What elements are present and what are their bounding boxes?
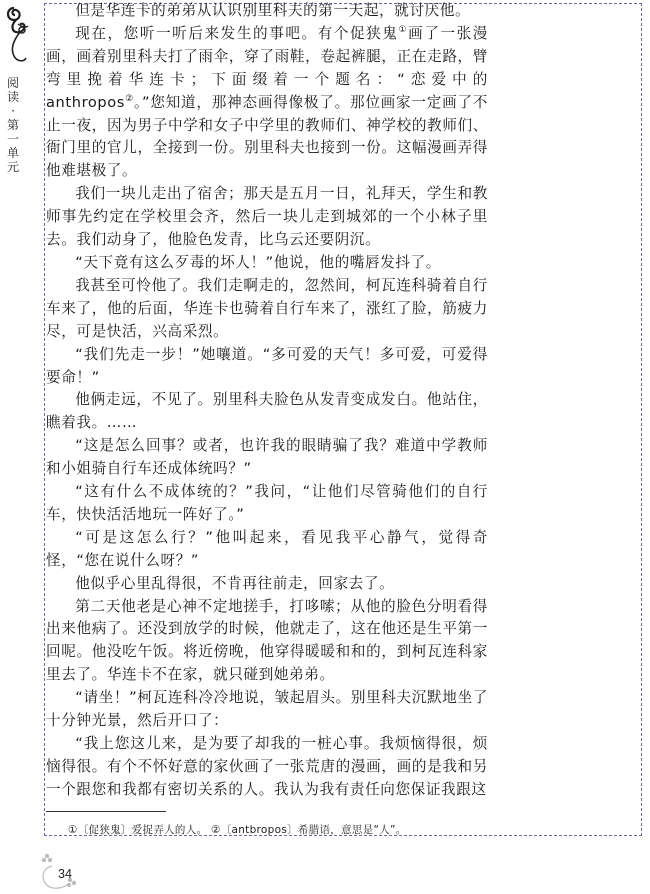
unit-label-char: 单	[6, 146, 19, 160]
paragraph: “天下竟有这么歹毒的坏人！”他说，他的嘴唇发抖了。	[75, 253, 441, 271]
footnote: ①〔促狭鬼〕爱捉弄人的人。 ②〔antbropos〕希腊语，意思是“人”。	[68, 824, 407, 836]
paragraph: 现在，您听一听后来发生的事吧。有个促狭鬼①画了一张漫画，画着别里科夫打了雨伞，穿了雨鞋，卷起裤腿，正在走路，臂弯里挽着华连卡；下面缀着一个题名：“恋爱中的 anthropos②。”您知道，那神态画得像极了。那位画家一定画了不止一夜，因为男子中学和女子中学里的教师们、神学校的教师们、衙门里的官儿，全接到一份。别里科夫也接到一份。这幅漫画弄得他难堪极了。	[46, 24, 488, 180]
footnote-divider	[46, 811, 166, 812]
unit-label	[6, 76, 20, 174]
paragraph: 他似乎心里乱得很，不肯再往前走，回家去了。	[75, 574, 395, 592]
unit-label-char: ·	[11, 104, 15, 118]
page-number-badge	[38, 850, 78, 890]
paragraph: 他俩走远，不见了。别里科夫脸色从发青变成发白。他站住，瞧着我。……	[46, 391, 488, 432]
paragraph: 我们一块儿走出了宿舍；那天是五月一日，礼拜天，学生和教师事先约定在学校里会齐，然后一块儿走到城郊的一个小林子里去。我们动身了，他脸色发青，比乌云还要阴沉。	[46, 185, 488, 249]
footnote-ref-2[interactable]: ②	[124, 93, 134, 104]
paragraph: “请坐！”柯瓦连科冷冷地说，皱起眉头。别里科夫沉默地坐了十分钟光景，然后开口了：	[46, 689, 488, 730]
unit-label-char: 元	[6, 160, 19, 174]
paragraph: “可是这怎么行？”他叫起来，看见我平心静气，觉得奇怪，“您在说什么呀？”	[46, 528, 488, 569]
unit-label-char: 第	[6, 118, 19, 132]
unit-label-char: 阅	[6, 76, 19, 90]
paragraph: 我甚至可怜他了。我们走啊走的，忽然间，柯瓦连科骑着自行车来了，他的后面，华连卡也骑着自行车来了，涨红了脸，筋疲力尽，可是快活，兴高采烈。	[46, 276, 488, 340]
article-body	[46, 0, 488, 802]
paragraph: “我们先走一步！”她嚷道。“多可爱的天气！多可爱，可爱得要命！”	[46, 345, 488, 386]
paragraph: “我上您这儿来，是为要了却我的一桩心事。我烦恼得很，烦恼得很。有个不怀好意的家伙画了一张荒唐的漫画，画的是我和另一个跟您和我都有密切关系的人。我认为我有责任向您保证我跟这	[46, 735, 488, 798]
decorative-flourish-icon	[4, 4, 32, 66]
paragraph: 第二天他老是心神不定地搓手，打哆嗦；从他的脸色分明看得出来他病了。还没到放学的时候，他就走了，这在他还是生平第一回呢。他没吃午饭。将近傍晚，他穿得暖暖和和的，到柯瓦连科家里去了。华连卡不在家，就只碰到她弟弟。	[46, 597, 488, 684]
unit-label-char: 读	[6, 90, 19, 104]
unit-label-char: 一	[6, 132, 19, 146]
footnote-ref-1[interactable]: ①	[398, 24, 409, 35]
paragraph: “这是怎么回事？或者，也许我的眼睛骗了我？难道中学教师和小姐骑自行车还成体统吗？”	[46, 437, 488, 478]
paragraph: “这有什么不成体统的？”我问，“让他们尽管骑他们的自行车，快快活活地玩一阵好了。”	[46, 483, 488, 523]
paragraph: 但是华连卡的弟弟从认识别里科夫的第一天起，就讨厌他。	[75, 2, 471, 19]
page-number: 34	[58, 867, 72, 881]
